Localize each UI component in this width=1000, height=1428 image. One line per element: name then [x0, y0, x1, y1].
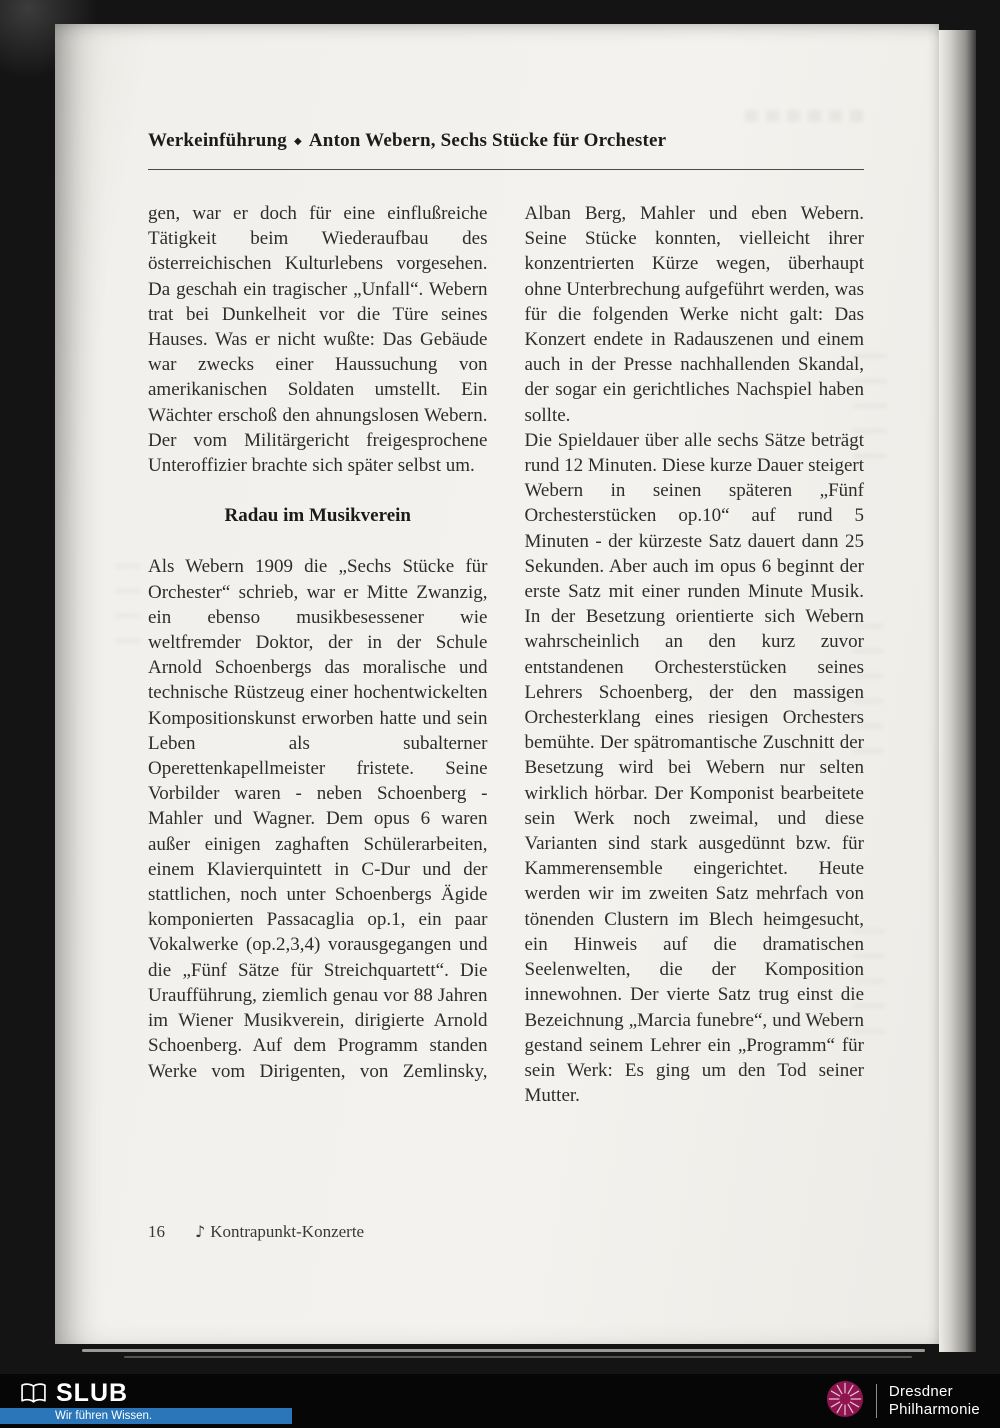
bleed-through-artifact	[115, 564, 141, 648]
page-stack-edge	[939, 30, 976, 1352]
viewer-footer-bar	[0, 1374, 1000, 1428]
philharmonie-logo-icon	[826, 1380, 864, 1423]
open-book-icon	[20, 1382, 47, 1405]
slub-tagline: Wir führen Wissen.	[55, 1410, 153, 1422]
left-column	[148, 201, 488, 1108]
paragraph: gen, war er doch für eine einflußreiche Tätigkeit beim Wiederaufbau des österreichischen Kulturlebens vorgesehen. Da geschah ein tragischer „Unfall“. Webern trat bei Dunkelheit vor die Türe seines Hauses. Was er nicht wußte: Das Gebäude war zwecks einer Haussuchung von amerikanischen Soldaten umstellt. Ein Wächter erschoß den ahnungslosen Webern. Der vom Militärgericht freigesprochene Unteroffizier brachte sich später selbst um.	[148, 203, 488, 477]
page-edge-line	[82, 1349, 925, 1352]
philharmonie-line2: Philharmonie	[888, 1401, 980, 1418]
philharmonie-brand	[826, 1381, 980, 1421]
running-header	[148, 130, 864, 152]
paragraph: Die Spieldauer über alle sechs Sätze beträgt rund 12 Minuten. Diese kurze Dauer steigert Webern in seinen späteren „Fünf Orchesterstücken op.10“ auf rund 5 Minuten - der kürzeste Satz dauert dann 25 Sekunden. Aber auch im opus 6 beginnt der erste Satz mit einer runden Minute Musik. In der Besetzung orientierte sich Webern wahrscheinlich an den kurz zuvor entstandenen Orchesterstücken seines Lehrers Schoenberg, der den massigen Orchesterklang eines riesigen Orchesters bemühte. Der spätromantische Zuschnitt der Besetzung wird bei Webern nur selten wirklich hörbar. Der Komponist bearbeitete sein Werk noch zweimal, und diese Varianten sind stark ausgedünnt bzw. für Kammerensemble eingerichtet. Heute werden wir im zweiten Satz mehrfach von tönenden Clustern im Blech heimgesucht, ein Hinweis auf die dramatischen Seelenwelten, die der Komposition innewohnen. Der vierte Satz trug einst die Bezeichnung „Marcia funebre“, und Webern gestand seinem Lehrer ein „Programm“ für sein Werk: Es ging um den Tod seiner Mutter.	[524, 429, 864, 1107]
divider	[876, 1384, 877, 1418]
philharmonie-line1: Dresdner	[888, 1383, 953, 1400]
slub-logo	[20, 1379, 128, 1407]
bleed-through-artifact	[745, 110, 867, 122]
header-section-label: Werkeinführung	[148, 130, 287, 151]
slub-tagline-strip	[0, 1408, 292, 1424]
right-column	[525, 201, 865, 1108]
slub-wordmark: SLUB	[56, 1379, 129, 1407]
paragraph: Alban Berg, Mahler und eben Webern. Seine Stücke konnten, vielleicht ihrer konzentrierten Kürze wegen, überhaupt ohne Unterbrechung aufgeführt werden, was für die folgenden Werke nicht galt: Das Konzert endete in Radauszenen und einem auch in der Presse nachhallenden Skandal, der sogar ein gerichtliches Nachspiel haben sollte.	[524, 203, 864, 426]
header-title: Anton Webern, Sechs Stücke für Orchester	[308, 130, 667, 151]
text-columns	[148, 201, 864, 1108]
page-footer	[148, 1222, 364, 1242]
document-page	[55, 24, 939, 1344]
section-heading: Radau im Musikverein	[224, 505, 411, 527]
philharmonie-wordmark	[889, 1383, 980, 1419]
page-number: 16	[148, 1222, 165, 1241]
series-title: Kontrapunkt-Konzerte	[210, 1222, 365, 1241]
header-rule	[148, 169, 864, 170]
paragraph: Als Webern 1909 die „Sechs Stücke für Orchester“ schrieb, war er Mitte Zwanzig, ein ebenso musikbesessener wie weltfremder Doktor, der in der Schule Arnold Schoenbergs das moralische und technische Rüstzeug einer hochentwickelten Kompositionskunst erworben hatte und sein Leben als subalterner Operettenkapellmeister fristete. Seine Vorbilder waren - neben Schoenberg - Mahler und Wagner. Dem opus 6 waren außer einigen zaghaften Schülerarbeiten, einem Klavierquintett in C-Dur und der stattlichen, noch unter Schoenbergs Ägide komponierten Passacaglia op.1, ein paar Vokalwerke (op.2,3,4) vorausgegangen und die „Fünf Sätze für Streichquartett“. Die Uraufführung, ziemlich genau vor 88 Jahren im Wiener Musikverein, dirigierte Arnold Schoenberg. Auf dem Programm standen Werke vom Dirigenten, von Zemlinsky,	[148, 556, 488, 1082]
header-separator-icon: ◆	[294, 136, 302, 147]
eighth-note-icon: ♪	[195, 1222, 206, 1241]
page-edge-line	[124, 1356, 912, 1358]
